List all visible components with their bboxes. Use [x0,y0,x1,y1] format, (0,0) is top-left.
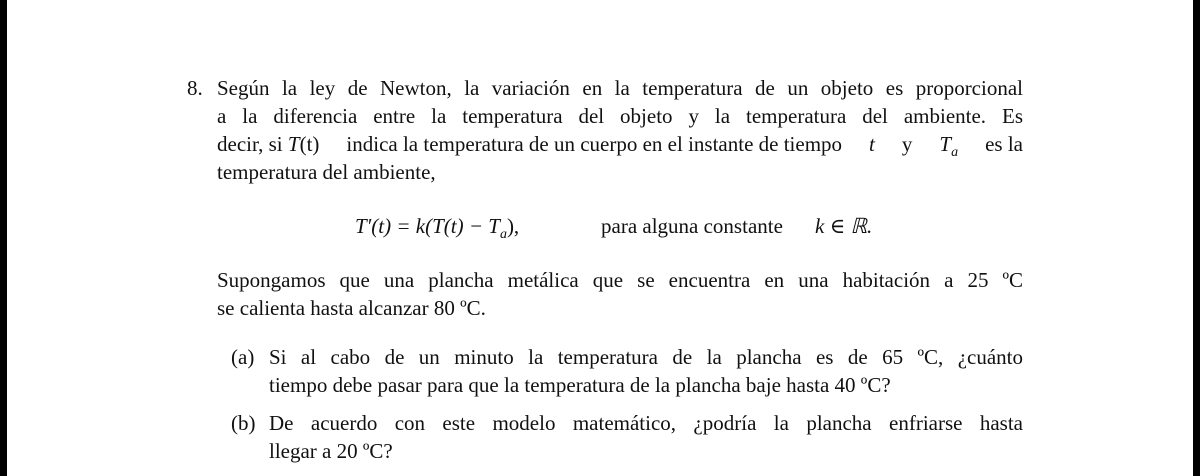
equation-lhs: T′(t) = k(T(t) − T [355,214,500,238]
document-sheet [7,0,1193,476]
problem-number: 8. [187,76,203,100]
math-Ta [939,130,959,161]
part-b-line-2: llegar a 20 ºC? [269,439,393,463]
part-a-line-2: tiempo debe pasar para que la temperatura de la plancha baje hasta 40 ºC? [269,373,891,397]
intro-text-indica: indica la temperatura de un cuerpo en el instante de tiempo [346,132,843,156]
math-t-arg: (t) [299,132,320,156]
intro-text-es-la: es la [985,132,1023,156]
equation-text: para alguna constante [601,214,783,238]
intro-text-decir-si: decir, si [217,132,283,156]
intro-line-3 [217,130,1023,161]
part-b-label: (b) [231,411,256,435]
intro-line-4: temperatura del ambiente, [217,160,436,184]
intro-line-3-start [217,130,319,158]
intro-line-1: Según la ley de Newton, la variación en la temperatura de un objeto es proporcional [217,76,1023,100]
math-t: t [869,132,875,156]
part-b-line-1: De acuerdo con este modelo matemático, ¿podría la plancha enfriarse hasta [269,411,1023,435]
equation-condition: k ∈ ℝ. [815,214,873,238]
math-Ta-base: T [939,132,952,156]
math-T: T [287,132,300,156]
setup-line-2: se calienta hasta alcanzar 80 ºC. [217,296,486,320]
equation-sub: a [499,227,507,243]
part-a-line-1: Si al cabo de un minuto la temperatura de la plancha es de 65 ºC, ¿cuánto [269,345,1023,369]
equation-end: ), [506,214,520,238]
part-a-label: (a) [231,345,255,369]
math-Ta-sub: a [951,145,959,161]
intro-line-2: a la diferencia entre la temperatura del objeto y la temperatura del ambiente. Es [217,104,1023,128]
equation-formula [355,212,520,243]
intro-text-y: y [901,132,913,156]
setup-line-1: Supongamos que una plancha metálica que se encuentra en una habitación a 25 ºC [217,268,1023,292]
